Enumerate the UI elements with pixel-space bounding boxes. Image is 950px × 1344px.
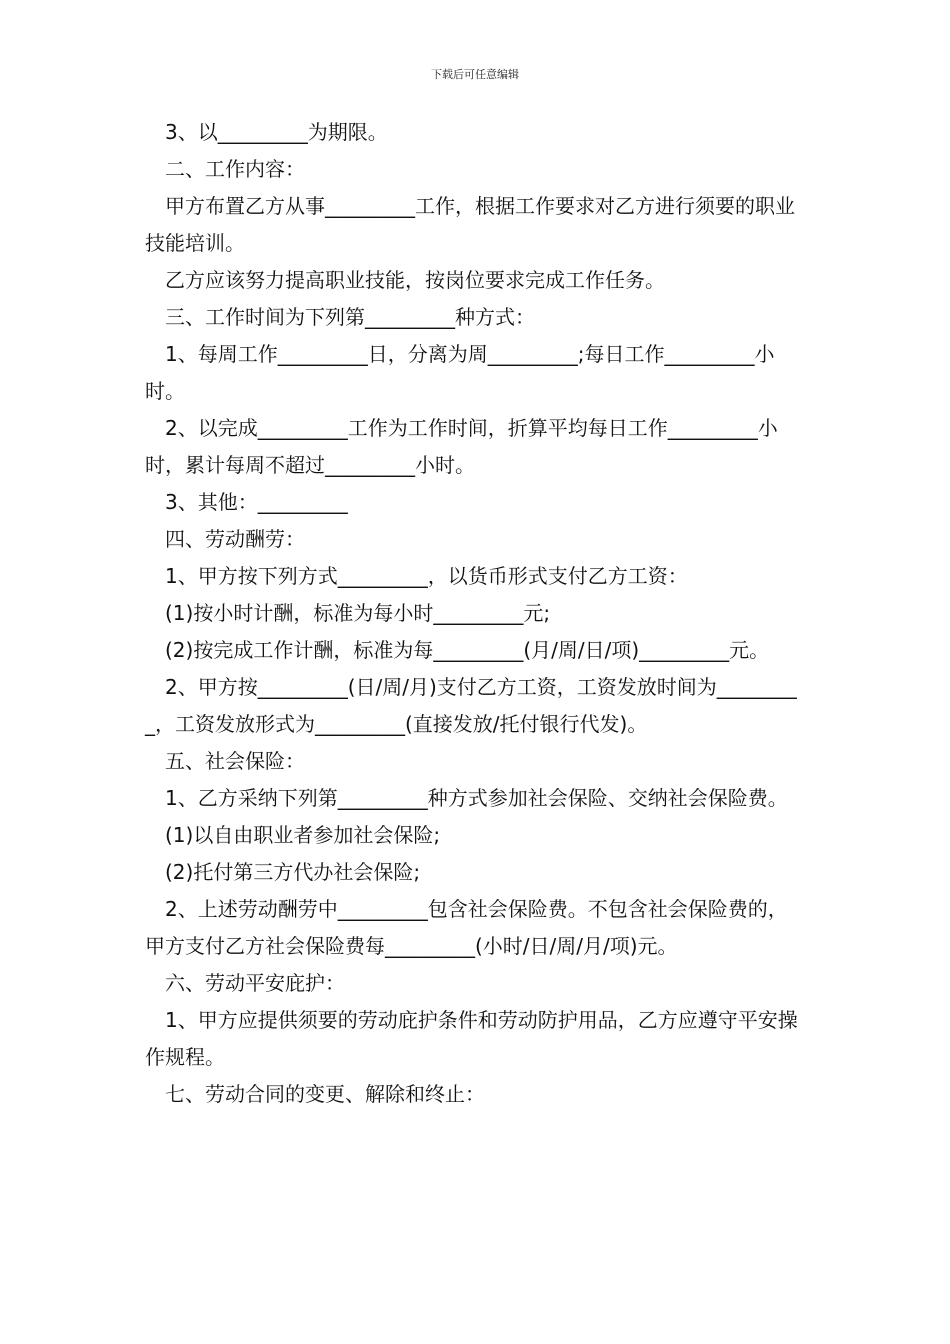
section-heading-work-hours: 三、工作时间为下列第_________种方式： [165,305,535,329]
paragraph-insurance-option-2: (2)托付第三方代办社会保险; [165,860,421,884]
paragraph-piece-pay: (2)按完成工作计酬，标准为每_________(月/周/日/项)_________元。 [165,638,770,662]
paragraph-safety-conditions: 1、甲方应提供须要的劳动庇护条件和劳动防护用品，乙方应遵守平安操作规程。 [145,1008,798,1069]
paragraph-insurance-option-1: (1)以自由职业者参加社会保险; [165,823,441,847]
document-body [145,114,807,1113]
section-heading-social-insurance: 五、社会保险： [165,749,305,773]
paragraph-pay-schedule: 2、甲方按_________(日/周/月)支付乙方工资，工资发放时间为_________，工资发放形式为_________(直接发放/托付银行代发)。 [145,675,797,736]
section-heading-contract-changes: 七、劳动合同的变更、解除和终止： [165,1082,485,1106]
section-heading-remuneration: 四、劳动酬劳： [165,527,305,551]
paragraph-insurance-method: 1、乙方采纳下列第_________种方式参加社会保险、交纳社会保险费。 [165,786,788,810]
section-heading-labor-safety: 六、劳动平安庇护： [165,971,345,995]
paragraph-term: 3、以_________为期限。 [165,120,388,144]
paragraph-weekly-hours: 1、每周工作_________日，分离为周_________;每日工作_________小时。 [145,342,775,403]
paragraph-hourly-pay: (1)按小时计酬，标准为每小时_________元; [165,601,551,625]
paragraph-insurance-fee: 2、上述劳动酬劳中_________包含社会保险费。不包含社会保险费的，甲方支付乙方社会保险费每_________(小时/日/周/月/项)元。 [145,897,788,958]
paragraph-skill-improvement: 乙方应该努力提高职业技能，按岗位要求完成工作任务。 [165,268,665,292]
paragraph-task-hours: 2、以完成_________工作为工作时间，折算平均每日工作_________小时，累计每周不超过_________小时。 [145,416,778,477]
page-header: 下载后可任意编辑 [431,68,519,81]
paragraph-payment-method: 1、甲方按下列方式_________，以货币形式支付乙方工资： [165,564,688,588]
section-heading-work-content: 二、工作内容： [165,157,305,181]
paragraph-other-hours: 3、其他：_________ [165,490,348,514]
paragraph-work-assignment: 甲方布置乙方从事_________工作，根据工作要求对乙方进行须要的职业技能培训。 [145,194,795,255]
